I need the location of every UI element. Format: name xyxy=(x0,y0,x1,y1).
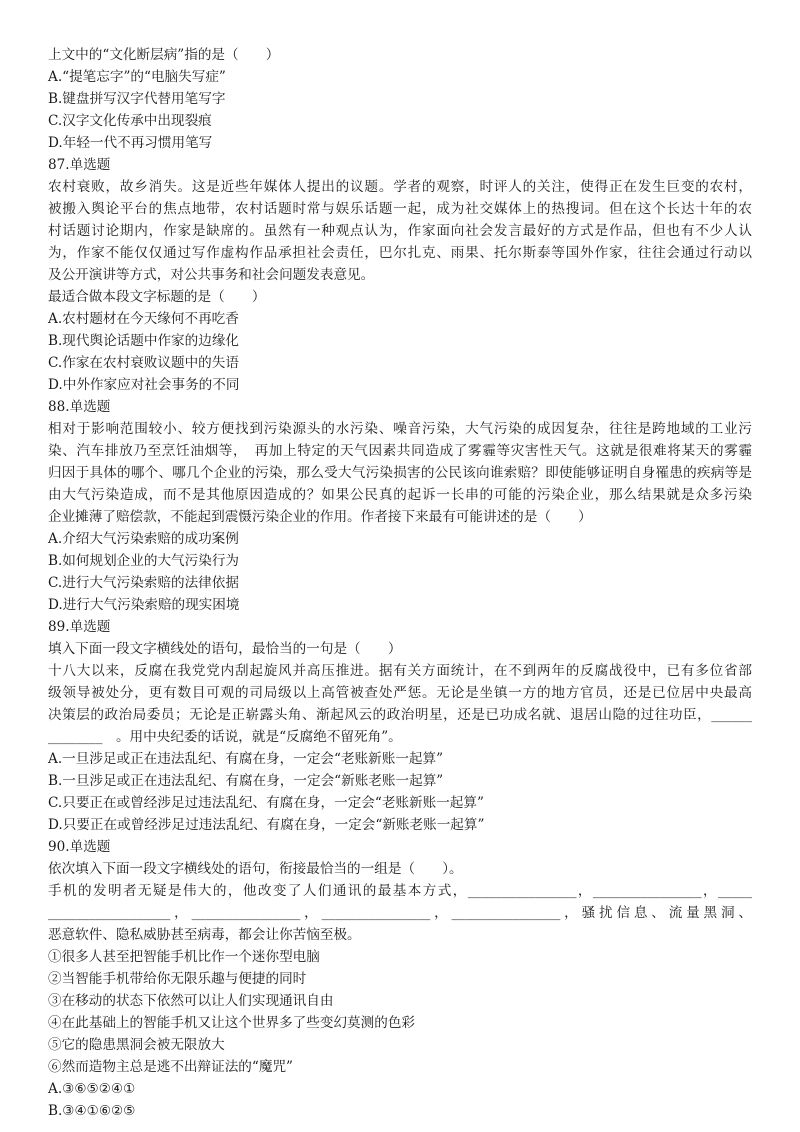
question-89-header: 89.单选题 xyxy=(48,619,111,635)
question-87-option-c: C.作家在农村衰败议题中的失语 xyxy=(48,355,239,371)
question-89-option-d: D.只要正在或曾经涉足过违法乱纪、有腐在身，一定会“新账老账一起算” xyxy=(48,817,485,833)
question-86-option-b: B.键盘拼写汉字代替用笔写字 xyxy=(48,91,226,107)
question-90-item-6: ⑥然而造物主总是逃不出辩证法的“魔咒” xyxy=(48,1059,293,1075)
question-90-passage-line: 手机的发明者无疑是伟大的，他改变了人们通讯的最基本方式，________________，________________，_____ xyxy=(48,883,752,899)
question-88-passage-line: 归因于具体的哪个、哪几个企业的污染，那么受大气污染损害的公民该向谁索赔？即使能够证明自身罹患的疾病等是 xyxy=(48,465,752,481)
question-88-option-a: A.介绍大气污染索赔的成功案例 xyxy=(48,531,239,547)
question-90-option-a: A.③⑥⑤②④① xyxy=(48,1081,136,1097)
question-86-stem: 上文中的“文化断层病”指的是（ ） xyxy=(48,47,280,63)
question-89-passage-line: 十八大以来，反腐在我党党内刮起旋风并高压推进。据有关方面统计，在不到两年的反腐战役中，已有多位省部 xyxy=(48,663,752,679)
question-87-option-a: A.农村题材在今天缘何不再吃香 xyxy=(48,311,239,327)
question-89-option-b: B.一旦涉足或正在违法乱纪、有腐在身，一定会“新账老账一起算” xyxy=(48,773,444,789)
question-88-passage-line: 企业摊薄了赔偿款，不能起到震慑污染企业的作用。作者接下来最有可能讲述的是（ ） xyxy=(48,509,592,525)
question-87-passage-line: 村话题讨论期内，作家是缺席的。虽然有一种观点认为，作家面向社会发言最好的方式是作品，但也有不少人认 xyxy=(48,223,752,239)
question-90-item-1: ①很多人甚至把智能手机比作一个迷你型电脑 xyxy=(48,949,320,965)
question-88-passage-line: 相对于影响范围较小、较方便找到污染源头的水污染、噪音污染，大气污染的成因复杂，往往是跨地域的工业污 xyxy=(48,421,752,437)
question-87-passage-line: 及公开演讲等方式，对公共事务和社会问题发表意见。 xyxy=(48,267,375,283)
question-87-option-b: B.现代舆论话题中作家的边缘化 xyxy=(48,333,240,349)
question-88-option-b: B.如何规划企业的大气污染行为 xyxy=(48,553,240,569)
question-86-option-c: C.汉字文化传承中出现裂痕 xyxy=(48,113,212,129)
question-90-passage-line: __________________，________________，________________，________________，骚扰信息、流量黑洞、 xyxy=(48,905,752,921)
question-90-item-4: ④在此基础上的智能手机又让这个世界多了些变幻莫测的色彩 xyxy=(48,1015,416,1031)
question-87-passage-line: 被搬入舆论平台的焦点地带，农村话题时常与娱乐话题一起，成为社交媒体上的热搜词。但在这个长达十年的农 xyxy=(48,201,752,217)
question-86-option-d: D.年轻一代不再习惯用笔写 xyxy=(48,135,213,151)
question-89-passage-line: ________ 。用中央纪委的话说，就是“反腐绝不留死角”。 xyxy=(48,729,402,745)
question-87-header: 87.单选题 xyxy=(48,157,111,173)
question-90-item-3: ③在移动的状态下依然可以让人们实现通讯自由 xyxy=(48,993,334,1009)
question-89-passage-line: 级领导被处分，更有数目可观的司局级以上高管被查处严惩。无论是坐镇一方的地方官员，还是已位居中央最高 xyxy=(48,685,752,701)
question-88-passage-line: 染、汽车排放乃至烹饪油烟等， 再加上特定的天气因素共同造成了雾霾等灾害性天气。这就是很难将某天的雾霾 xyxy=(48,443,752,459)
question-88-option-d: D.进行大气污染索赔的现实困境 xyxy=(48,597,240,613)
question-90-option-b: B.③④①⑥②⑤ xyxy=(48,1103,136,1119)
question-90-stem: 依次填入下面一段文字横线处的语句，衔接最恰当的一组是（ ）。 xyxy=(48,861,463,877)
question-90-item-5: ⑤它的隐患黑洞会被无限放大 xyxy=(48,1037,225,1053)
question-89-stem: 填入下面一段文字横线处的语句，最恰当的一句是（ ） xyxy=(48,641,402,657)
question-90-item-2: ②当智能手机带给你无限乐趣与便捷的同时 xyxy=(48,971,307,987)
question-86-option-a: A.“提笔忘字”的“电脑失写症” xyxy=(48,69,226,85)
question-87-option-d: D.中外作家应对社会事务的不同 xyxy=(48,377,240,393)
question-87-passage-line: 农村衰败，故乡消失。这是近些年媒体人提出的议题。学者的观察，时评人的关注，使得正在发生巨变的农村， xyxy=(48,179,752,195)
question-89-passage-line: 决策层的政治局委员；无论是正崭露头角、渐起风云的政治明星，还是已功成名就、退居山隐的过往功臣，______ xyxy=(48,707,752,723)
question-89-option-a: A.一旦涉足或正在违法乱纪、有腐在身，一定会“老账新账一起算” xyxy=(48,751,444,767)
question-87-stem: 最适合做本段文字标题的是（ ） xyxy=(48,289,266,305)
question-89-option-c: C.只要正在或曾经涉足过违法乱纪、有腐在身，一定会“老账新账一起算” xyxy=(48,795,484,811)
question-88-option-c: C.进行大气污染索赔的法律依据 xyxy=(48,575,239,591)
question-87-passage-line: 为，作家不能仅仅通过写作虚构作品承担社会责任，巴尔扎克、雨果、托尔斯泰等国外作家，往往会通过行动以 xyxy=(48,245,752,261)
question-88-passage-line: 由大气污染造成，而不是其他原因造成的？如果公民真的起诉一长串的可能的污染企业，那么结果就是众多污染 xyxy=(48,487,752,503)
question-90-header: 90.单选题 xyxy=(48,839,111,855)
question-88-header: 88.单选题 xyxy=(48,399,111,415)
question-90-passage-line: 恶意软件、隐私威胁甚至病毒，都会让你苦恼至极。 xyxy=(48,927,361,943)
